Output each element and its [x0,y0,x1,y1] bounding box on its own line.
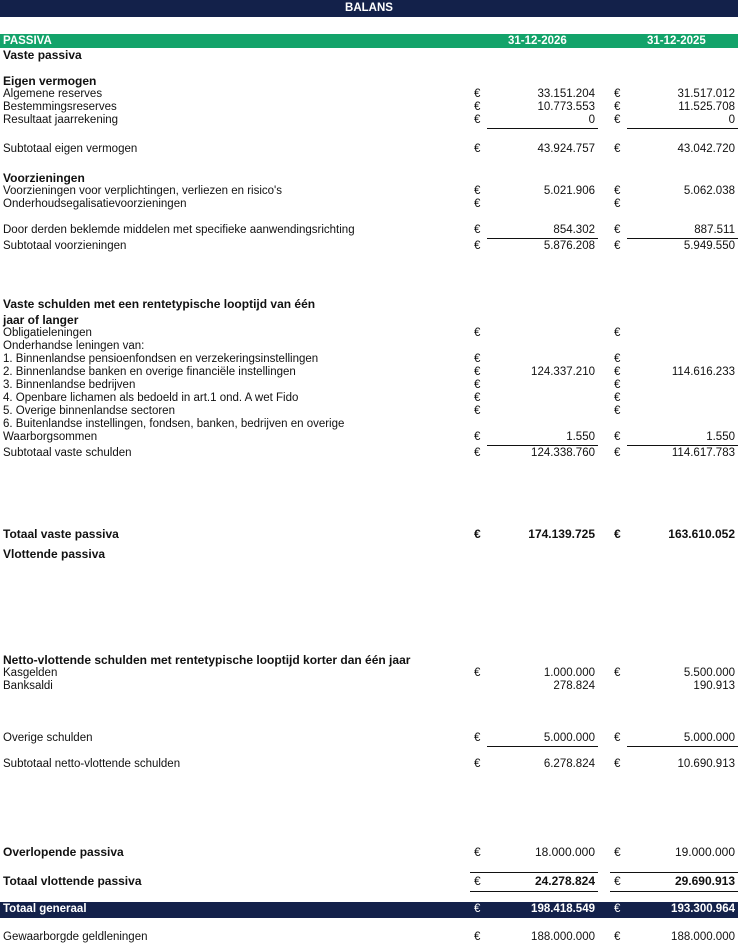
euro-sign: € [614,447,621,459]
euro-sign: € [614,327,621,339]
euro-sign: € [474,447,481,459]
heading-eigen-vermogen: Eigen vermogen [3,74,97,88]
underline [610,891,738,892]
table-row: Algemene reserves € 33.151.204 € 31.517.012 [3,88,735,100]
subtotal-eigen-vermogen: Subtotaal eigen vermogen € 43.924.757 € 43.042.720 [3,143,735,155]
table-row: Waarborgsommen € 1.550 € 1.550 [3,431,735,443]
euro-sign: € [614,353,621,365]
euro-sign: € [474,845,481,859]
euro-sign: € [474,327,481,339]
euro-sign: € [474,198,481,210]
euro-sign: € [614,903,621,915]
column-header-2025: 31-12-2025 [647,35,706,47]
euro-sign: € [474,240,481,252]
table-row: Obligatieleningen € € [3,327,621,339]
table-row: 1. Binnenlandse pensioenfondsen en verzekeringsinstellingen € € [3,353,621,365]
passiva-label: PASSIVA [3,35,52,47]
heading-voorzieningen: Voorzieningen [3,171,85,185]
euro-sign: € [474,366,481,378]
euro-sign: € [474,88,481,100]
euro-sign: € [614,101,621,113]
gewaarborgde-geldleningen: Gewaarborgde geldleningen € 188.000.000 € 188.000.000 [3,931,735,943]
table-row: 2. Binnenlandse banken en overige financiële instellingen € 124.337.210 € 114.616.233 [3,366,735,378]
euro-sign: € [474,405,481,417]
euro-sign: € [474,903,481,915]
euro-sign: € [474,874,481,888]
total-generaal: Totaal generaal € 198.418.549 € 193.300.964 [3,903,735,915]
table-row: Overige schulden € 5.000.000 € 5.000.000 [3,732,735,744]
table-row: 5. Overige binnenlandse sectoren € € [3,405,621,417]
underline [627,746,738,747]
euro-sign: € [614,667,621,679]
euro-sign: € [474,353,481,365]
heading-vaste-schulden-line2: jaar of langer [3,313,79,327]
euro-sign: € [474,143,481,155]
euro-sign: € [474,931,481,943]
euro-sign: € [614,527,621,541]
underline [487,128,598,129]
euro-sign: € [614,431,621,443]
table-row: Onderhandse leningen van: [3,340,145,352]
balance-title: BALANS [0,0,738,17]
total-generaal-bar [0,902,738,918]
underline [487,238,598,239]
euro-sign: € [614,874,621,888]
euro-sign: € [614,379,621,391]
subtotal-vaste-schulden: Subtotaal vaste schulden € 124.338.760 € 114.617.783 [3,447,735,459]
underline [487,746,598,747]
heading-netto-vlottende: Netto-vlottende schulden met rentetypische looptijd korter dan één jaar [3,653,411,667]
underline [470,891,598,892]
table-row: Voorzieningen voor verplichtingen, verliezen en risico's € 5.021.906 € 5.062.038 [3,185,735,197]
table-row: 3. Binnenlandse bedrijven € € [3,379,621,391]
euro-sign: € [614,114,621,126]
table-row: Onderhoudsegalisatievoorzieningen € € [3,198,621,210]
euro-sign: € [614,366,621,378]
euro-sign: € [614,732,621,744]
euro-sign: € [614,758,621,770]
subtotal-voorzieningen: Subtotaal voorzieningen € 5.876.208 € 5.949.550 [3,240,735,252]
euro-sign: € [474,379,481,391]
underline [627,445,738,446]
euro-sign: € [474,527,481,541]
underline [627,128,738,129]
table-row: 4. Openbare lichamen als bedoeld in art.1 ond. A wet Fido € € [3,392,621,404]
section-vaste-passiva: Vaste passiva [3,48,82,62]
table-row: Banksaldi 278.824 190.913 [3,680,735,692]
euro-sign: € [474,185,481,197]
euro-sign: € [614,185,621,197]
subtotal-netto-vlottende: Subtotaal netto-vlottende schulden € 6.278.824 € 10.690.913 [3,758,735,770]
euro-sign: € [614,405,621,417]
table-row: Resultaat jaarrekening € 0 € 0 [3,114,735,126]
euro-sign: € [474,431,481,443]
table-row: Bestemmingsreserves € 10.773.553 € 11.525.708 [3,101,735,113]
table-row: Kasgelden € 1.000.000 € 5.500.000 [3,667,735,679]
table-row: 6. Buitenlandse instellingen, fondsen, banken, bedrijven en overige [3,418,345,430]
euro-sign: € [474,101,481,113]
underline [610,872,738,873]
overlopende-passiva: Overlopende passiva € 18.000.000 € 19.000.000 [3,845,735,859]
underline [627,238,738,239]
euro-sign: € [474,224,481,236]
euro-sign: € [614,392,621,404]
euro-sign: € [614,198,621,210]
underline [487,445,598,446]
underline [470,872,598,873]
euro-sign: € [474,667,481,679]
total-vaste-passiva: Totaal vaste passiva € 174.139.725 € 163.610.052 [3,527,735,541]
total-vlottende-passiva: Totaal vlottende passiva € 24.278.824 € 29.690.913 [3,874,735,888]
passiva-header-bar [0,34,738,48]
table-row: Door derden beklemde middelen met specifieke aanwendingsrichting € 854.302 € 887.511 [3,224,735,236]
column-header-2026: 31-12-2026 [508,35,567,47]
section-vlottende-passiva: Vlottende passiva [3,547,106,561]
euro-sign: € [474,392,481,404]
euro-sign: € [614,931,621,943]
euro-sign: € [614,88,621,100]
heading-vaste-schulden: Vaste schulden met een rentetypische looptijd van één [3,297,316,311]
euro-sign: € [614,224,621,236]
euro-sign: € [614,240,621,252]
euro-sign: € [474,758,481,770]
euro-sign: € [614,143,621,155]
euro-sign: € [614,845,621,859]
euro-sign: € [474,114,481,126]
euro-sign: € [474,732,481,744]
